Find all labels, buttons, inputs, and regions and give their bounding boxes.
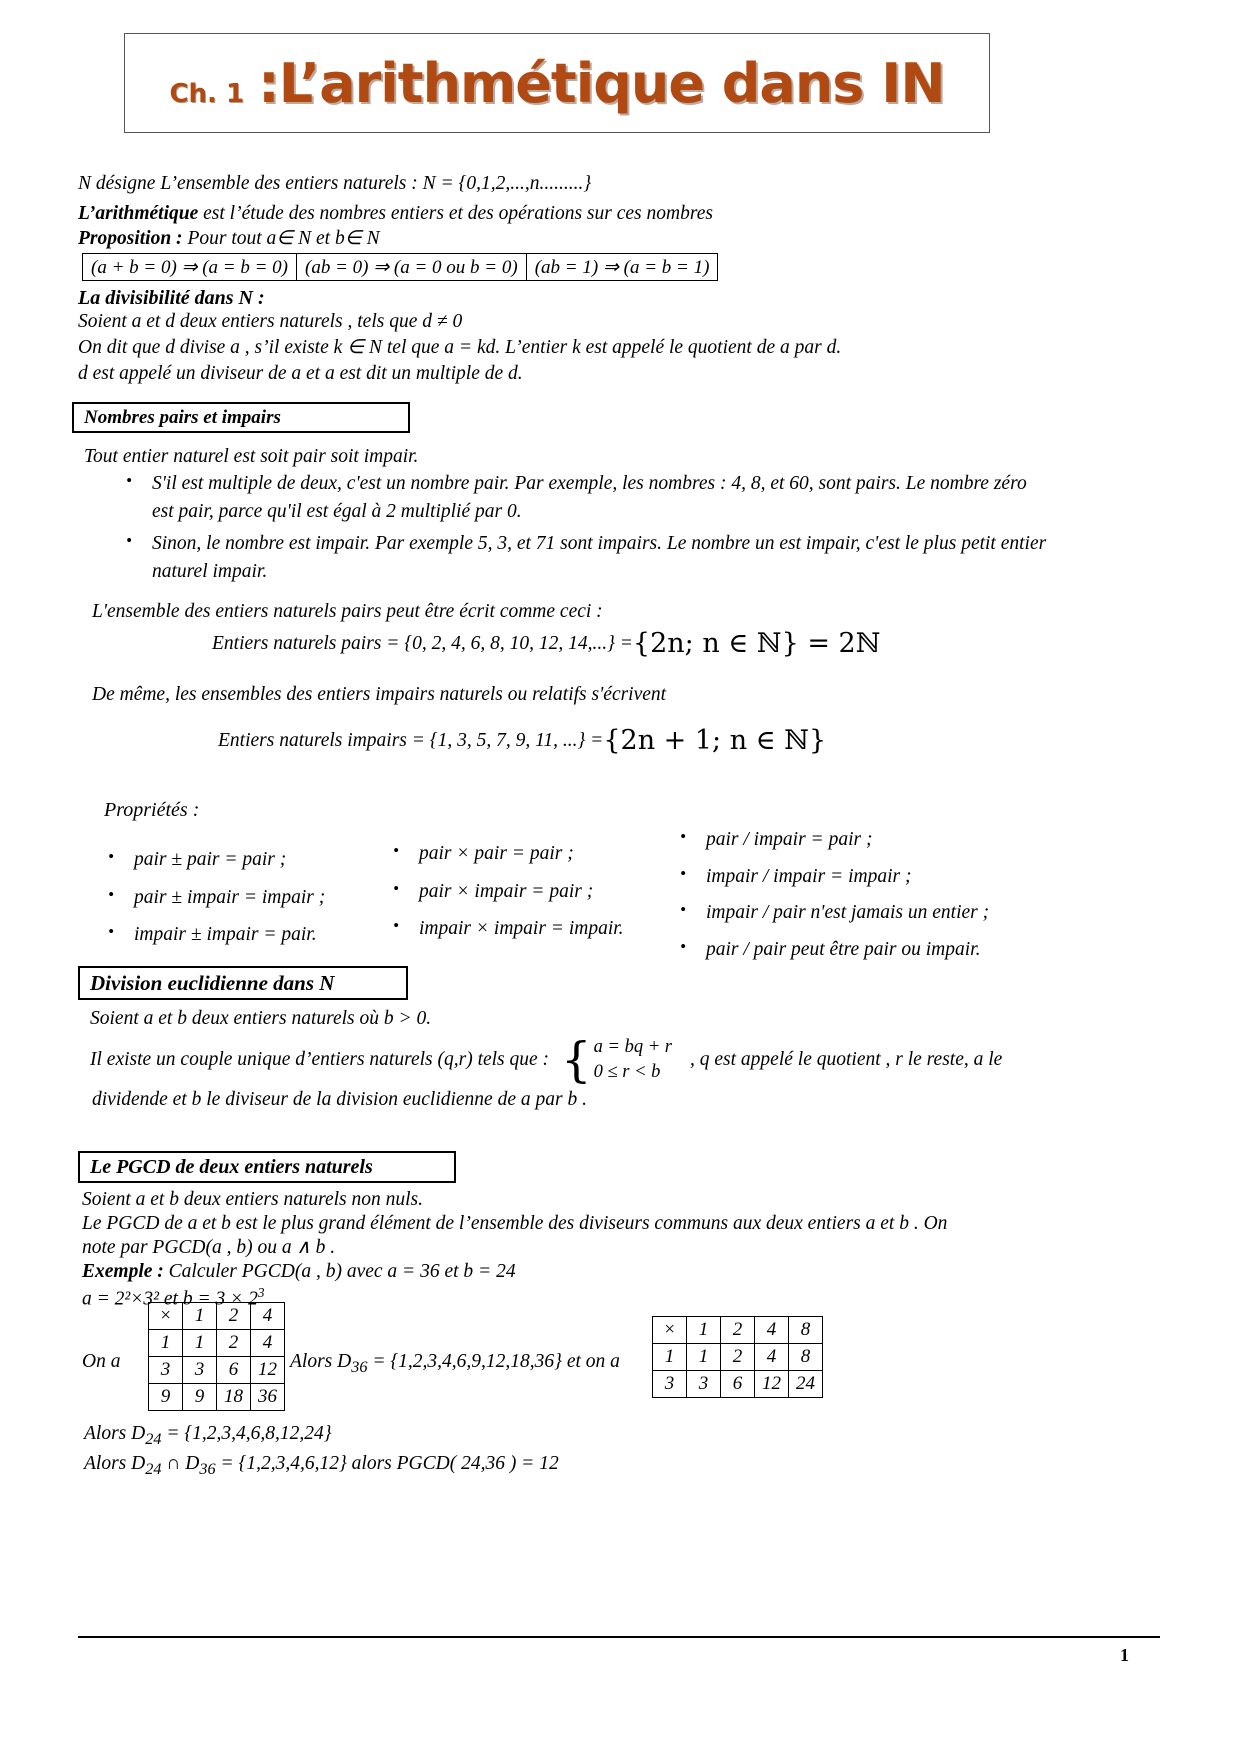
table-cell: 12: [755, 1371, 789, 1398]
pgcd-example-line: [82, 1258, 1082, 1286]
proposition-scope: Pour tout a∈ N et b∈ N: [182, 228, 380, 249]
divisibilite-line-2: On dit que d divise a , s’il existe k ∈ N tel que a = kd. L’entier k est appelé le quotient de a par d.: [78, 337, 842, 358]
proposition-formula-3: (ab = 1) ⇒ (a = b = 1): [534, 256, 710, 278]
pgcd-line-2: Le PGCD de a et b est le plus grand élément de l’ensemble des diviseurs communs aux deux entiers a et b . On: [82, 1213, 948, 1234]
alors-inter-sub-1: 24: [145, 1459, 162, 1478]
proposition-formula-2: (ab = 0) ⇒ (a = 0 ou b = 0): [297, 254, 527, 280]
division-line-1: Soient a et b deux entiers naturels où b > 0.: [90, 1008, 432, 1029]
table-cell: 36: [251, 1384, 285, 1411]
exemple-keyword: Exemple :: [82, 1261, 164, 1282]
pairs-impairs-bullet-list: [118, 470, 1048, 588]
list-item: • impair / pair n'est jamais un entier ;: [672, 899, 1072, 927]
pgcd-line-3: note par PGCD(a , b) ou a ∧ b .: [82, 1237, 336, 1258]
section-header-nombres-pairs-impairs: [72, 402, 410, 433]
pgcd-alors-d36: [290, 1348, 620, 1379]
table-row: [653, 1371, 823, 1398]
table-row: [653, 1344, 823, 1371]
exemple-statement: Calculer PGCD(a , b) avec a = 36 et b = 24: [163, 1261, 516, 1282]
table-cell: 8: [789, 1317, 823, 1344]
alors-d36-rest: = {1,2,3,4,6,9,12,18,36} et on a: [367, 1351, 620, 1372]
divisibilite-heading: La divisibilité dans N :: [78, 287, 265, 309]
alors-inter-rest: = {1,2,3,4,6,12} alors PGCD( 24,36 ) = 12: [215, 1453, 559, 1474]
list-item: • S'il est multiple de deux, c'est un nombre pair. Par exemple, les nombres : 4, 8, et 60, sont pairs. Le nombre zéro est pair, parce qu'il est égal à 2 multiplié par 0.: [118, 470, 1048, 525]
table-cell: ×: [653, 1317, 687, 1344]
section-header-division-euclidienne: [78, 966, 408, 1000]
division-line-3: , q est appelé le quotient , r le reste, a le: [690, 1049, 1003, 1071]
table-cell: 1: [183, 1330, 217, 1357]
table-cell: 4: [251, 1330, 285, 1357]
section-header-pgcd: [78, 1151, 456, 1183]
table-cell: 1: [687, 1317, 721, 1344]
table-cell: 3: [653, 1371, 687, 1398]
alors-inter-prefix: Alors D: [84, 1453, 146, 1474]
table-row: [653, 1317, 823, 1344]
list-item: • pair × pair = pair ;: [385, 840, 675, 868]
pgcd-alors-d24: [84, 1420, 332, 1451]
table-row: [149, 1303, 285, 1330]
pgcd-intersection-line: [84, 1450, 559, 1481]
chapter-number: Ch. 1: [169, 78, 245, 109]
alors-d24-subscript: 24: [145, 1429, 162, 1448]
alors-d36-subscript: 36: [351, 1357, 368, 1376]
division-system-line-2: 0 ≤ r < b: [593, 1061, 661, 1082]
list-item: • impair / impair = impair ;: [672, 863, 1072, 891]
table-cell: 18: [217, 1384, 251, 1411]
list-item: • pair / impair = pair ;: [672, 826, 1072, 854]
table-cell: 12: [251, 1357, 285, 1384]
on-a-label: On a: [82, 1351, 121, 1372]
table-cell: 4: [251, 1303, 285, 1330]
table-cell: 2: [721, 1344, 755, 1371]
table-cell: 3: [687, 1371, 721, 1398]
alors-d24-rest: = {1,2,3,4,6,8,12,24}: [161, 1423, 332, 1444]
table-row: [149, 1384, 285, 1411]
table-cell: 2: [721, 1317, 755, 1344]
table-cell: 1: [687, 1344, 721, 1371]
division-line-4: dividende et b le diviseur de la division euclidienne de a par b .: [92, 1089, 587, 1110]
table-divisors-24: [652, 1316, 823, 1398]
table-cell: 6: [721, 1371, 755, 1398]
pairs-set-intro: L'ensemble des entiers naturels pairs peut être écrit comme ceci :: [92, 601, 603, 622]
alors-d24-prefix: Alors D: [84, 1423, 146, 1444]
table-cell: 3: [149, 1357, 183, 1384]
table-cell: 4: [755, 1344, 789, 1371]
proprietes-column-3: [672, 826, 1072, 966]
formula-impairs: [218, 725, 1118, 756]
divisibilite-line-3: d est appelé un diviseur de a et a est dit un multiple de d.: [78, 363, 523, 384]
table-cell: 24: [789, 1371, 823, 1398]
proprietes-column-2: [385, 840, 675, 945]
intro-line-2: [78, 200, 1078, 228]
division-line-2-row: [90, 1031, 1150, 1088]
division-system: [561, 1031, 673, 1088]
arithmetique-keyword: L’arithmétique: [78, 203, 199, 224]
list-item: • pair ± impair = impair ;: [100, 884, 380, 912]
formula-pairs: [212, 628, 1112, 659]
table-cell: 9: [183, 1384, 217, 1411]
table-row: [149, 1330, 285, 1357]
formula-impairs-left: Entiers naturels impairs = {1, 3, 5, 7, 9, 11, ...} =: [218, 730, 604, 751]
intro-line-3: [78, 225, 1078, 253]
list-item: • pair / pair peut être pair ou impair.: [672, 936, 1072, 964]
factorisation-exponent: 3: [257, 1285, 265, 1300]
list-item: • Sinon, le nombre est impair. Par exemple 5, 3, et 71 sont impairs. Le nombre un est impair, c'est le plus petit entier naturel impair.: [118, 530, 1048, 585]
table-cell: 3: [183, 1357, 217, 1384]
left-brace-icon: {: [561, 1031, 592, 1088]
impairs-set-intro: De même, les ensembles des entiers impairs naturels ou relatifs s'écrivent: [92, 684, 667, 705]
proposition-keyword: Proposition :: [78, 228, 183, 249]
formula-pairs-left: Entiers naturels pairs = {0, 2, 4, 6, 8, 10, 12, 14,...} =: [212, 633, 633, 654]
table-cell: 4: [755, 1317, 789, 1344]
table-cell: 8: [789, 1344, 823, 1371]
formula-pairs-right: {2n; n ∈ ℕ} = 2ℕ: [632, 628, 881, 659]
table-cell: 2: [217, 1330, 251, 1357]
table-cell: 1: [183, 1303, 217, 1330]
table-cell: 9: [149, 1384, 183, 1411]
proposition-formula-1: (a + b = 0) ⇒ (a = b = 0): [83, 254, 297, 280]
intro-line-1: N désigne L’ensemble des entiers naturels : N = {0,1,2,...,n.........}: [78, 173, 592, 194]
table-cell: 2: [217, 1303, 251, 1330]
division-system-line-1: a = bq + r: [593, 1037, 673, 1057]
section-title-text: Division euclidienne dans N: [90, 970, 335, 995]
list-item: • impair ± impair = pair.: [100, 921, 380, 949]
factorisation-text: a = 2²×3² et b = 3 × 2: [82, 1288, 258, 1310]
arithmetique-definition: est l’étude des nombres entiers et des opérations sur ces nombres: [198, 203, 713, 224]
proprietes-column-1: [100, 846, 380, 951]
page-number: 1: [1120, 1645, 1129, 1665]
pairs-intro-line: Tout entier naturel est soit pair soit impair.: [84, 446, 419, 467]
pgcd-line-1: Soient a et b deux entiers naturels non nuls.: [82, 1189, 424, 1210]
table-cell: ×: [149, 1303, 183, 1330]
divisibilite-line-1: Soient a et d deux entiers naturels , tels que d ≠ 0: [78, 311, 463, 332]
section-title-text: Le PGCD de deux entiers naturels: [90, 1155, 373, 1178]
table-row: [149, 1357, 285, 1384]
formula-impairs-right: {2n + 1; n ∈ ℕ}: [603, 725, 827, 756]
intersection-symbol: ∩ D: [161, 1453, 200, 1474]
alors-inter-sub-2: 36: [199, 1459, 216, 1478]
chapter-title-box: [124, 33, 990, 133]
table-divisors-36: [148, 1302, 285, 1411]
table-cell: 1: [653, 1344, 687, 1371]
table-cell: 1: [149, 1330, 183, 1357]
proprietes-heading: Propriétés :: [104, 799, 200, 821]
division-line-2: Il existe un couple unique d’entiers naturels (q,r) tels que :: [90, 1049, 550, 1071]
page-title: :L’arithmétique dans IN: [258, 51, 945, 115]
table-cell: 6: [217, 1357, 251, 1384]
section-title-text: Nombres pairs et impairs: [84, 406, 281, 428]
alors-d36-prefix: Alors D: [290, 1351, 352, 1372]
proposition-formula-box: [82, 253, 718, 281]
list-item: • pair ± pair = pair ;: [100, 846, 380, 874]
list-item: • pair × impair = pair ;: [385, 878, 675, 906]
footer-divider: [78, 1636, 1160, 1638]
list-item: • impair × impair = impair.: [385, 915, 675, 943]
